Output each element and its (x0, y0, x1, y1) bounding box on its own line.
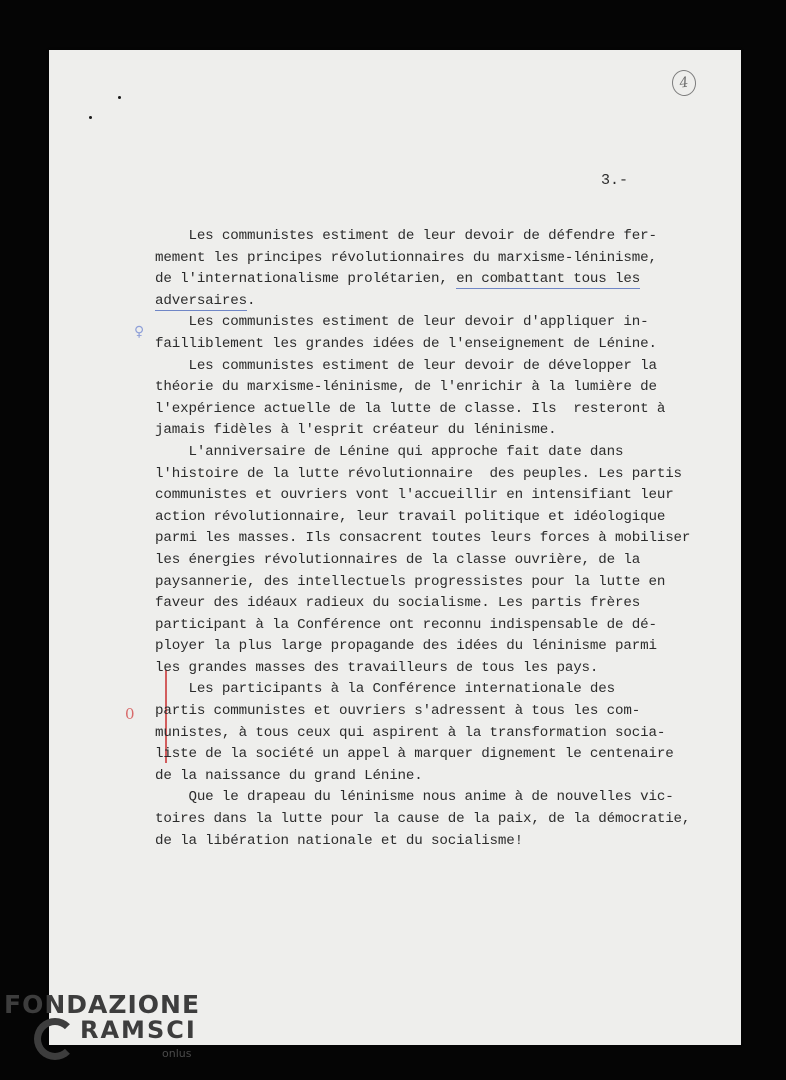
text-line: l'histoire de la lutte révolutionnaire des peuples. Les partis (155, 465, 682, 482)
text-line: les grandes masses des travailleurs de tous les pays. (155, 659, 599, 676)
text-line: partis communistes et ouvriers s'adressent à tous les com- (155, 703, 641, 720)
text-line: faveur des idéaux radieux du socialisme. Les partis frères (155, 595, 641, 612)
text-line: ployer la plus large propagande des idées du léninisme parmi (155, 638, 657, 655)
text-line: participant à la Conférence ont reconnu indispensable de dé- (155, 616, 657, 633)
text-line: paysannerie, des intellectuels progressistes pour la lutte en (155, 573, 666, 590)
margin-red-mark: 0 (125, 705, 135, 723)
watermark-line-1: FONDAZIONE (4, 990, 201, 1019)
body-text (155, 226, 735, 852)
text-line: Les communistes estiment de leur devoir d'appliquer in- (155, 314, 649, 331)
text-line: parmi les masses. Ils consacrent toutes leurs forces à mobiliser (155, 530, 691, 547)
text-line: Les communistes estiment de leur devoir de développer la (155, 357, 657, 374)
text-line: communistes et ouvriers vont l'accueillir en intensifiant leur (155, 487, 674, 504)
handwritten-circled-number: 4 (670, 68, 697, 97)
text-line: les énergies révolutionnaires de la classe ouvrière, de la (155, 551, 641, 568)
ink-dot (118, 96, 121, 99)
ink-dot (89, 116, 92, 119)
text-line: toires dans la lutte pour la cause de la paix, de la démocratie, (155, 811, 691, 828)
text-line: Les participants à la Conférence internationale des (155, 681, 616, 698)
text-line: Les communistes estiment de leur devoir de défendre fer- (155, 228, 657, 244)
text-line: l'expérience actuelle de la lutte de classe. Ils resteront à (155, 400, 666, 417)
page-number: 3.- (601, 172, 629, 189)
text-line: L'anniversaire de Lénine qui approche fait date dans (155, 443, 624, 460)
text-line: de la naissance du grand Lénine. (155, 767, 423, 784)
text-line: théorie du marxisme-léninisme, de l'enrichir à la lumière de (155, 379, 657, 396)
text-line: jamais fidèles à l'esprit créateur du léninisme. (155, 422, 557, 439)
margin-blue-mark: ♀ (134, 324, 145, 340)
text-line: action révolutionnaire, leur travail politique et idéologique (155, 508, 666, 525)
text-line (155, 269, 735, 291)
watermark-onlus: onlus (162, 1047, 192, 1060)
underlined-text: en combattant tous les (456, 271, 641, 288)
text-line (155, 291, 735, 313)
text-line: mement les principes révolutionnaires du marxisme-léninisme, (155, 249, 657, 266)
g-logo-icon (34, 1018, 76, 1060)
text-line: Que le drapeau du léninisme nous anime à de nouvelles vic- (155, 789, 674, 806)
fondazione-gramsci-watermark (4, 990, 201, 1060)
watermark-line-2: RAMSCI (80, 1016, 197, 1044)
text-line: de la libération nationale et du socialisme! (155, 832, 524, 849)
text-line: munistes, à tous ceux qui aspirent à la transformation socia- (155, 724, 666, 741)
underlined-text: adversaires (155, 292, 248, 309)
document-page (49, 50, 741, 1045)
text-line: failliblement les grandes idées de l'enseignement de Lénine. (155, 335, 657, 352)
text-line: liste de la société un appel à marquer dignement le centenaire (155, 746, 674, 763)
text-segment: de l'internationalisme prolétarien, (155, 271, 457, 288)
text-segment: . (247, 292, 256, 309)
